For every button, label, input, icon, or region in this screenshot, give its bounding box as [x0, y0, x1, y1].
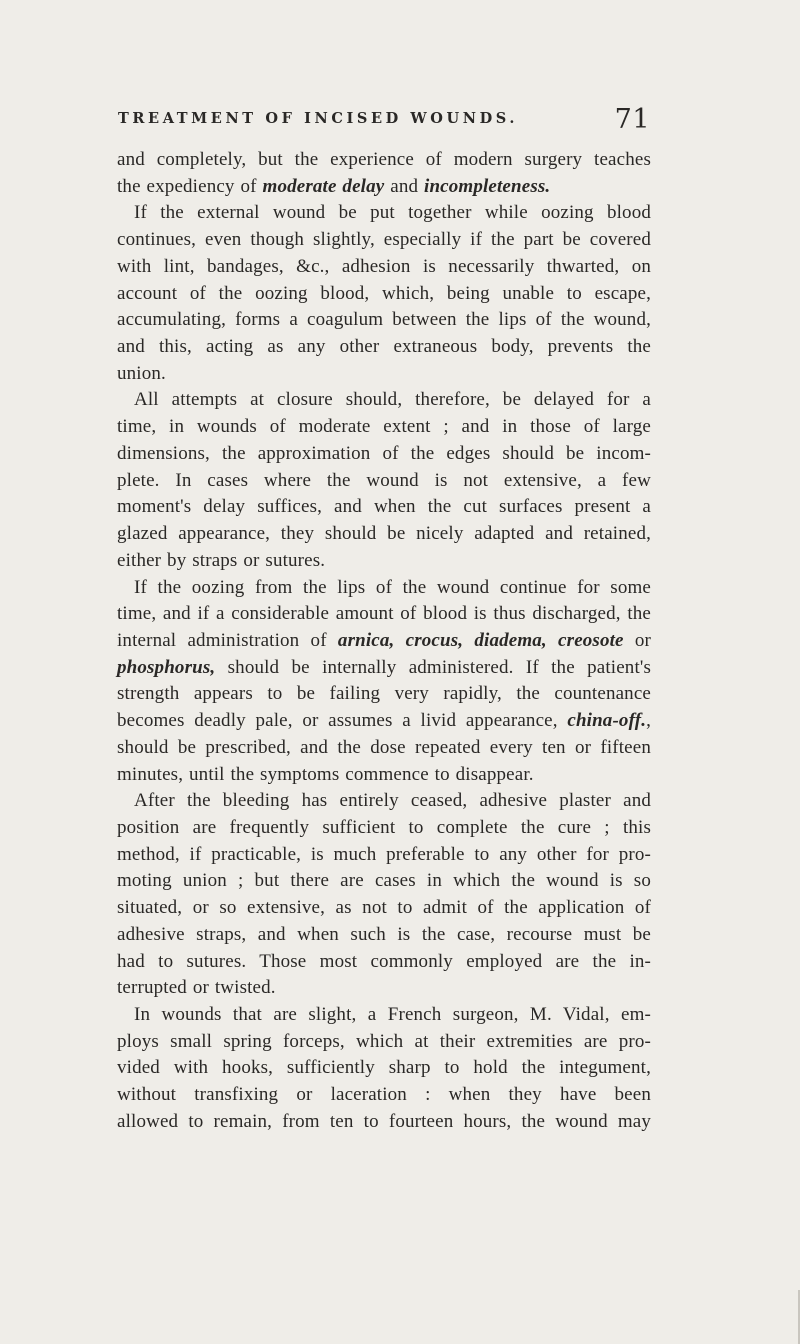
text-line: [117, 548, 651, 575]
text-run: union.: [117, 362, 166, 384]
text-line: [117, 281, 651, 308]
text-line: [117, 147, 651, 174]
text-line: [117, 1002, 651, 1029]
text-run: In wounds that are slight, a French surgeon, M. Vidal, em-: [134, 1004, 651, 1025]
text-line: [117, 468, 651, 495]
text-run: the expediency of: [117, 175, 263, 197]
text-line: [117, 575, 651, 602]
text-line: [117, 334, 651, 361]
running-head: [118, 104, 650, 134]
text-line: [117, 441, 651, 468]
text-run: moting union ; but there are cases in which the wound is so: [117, 870, 651, 892]
page-number: 71: [614, 104, 650, 135]
text-run: account of the oozing blood, which, being unable to escape,: [117, 282, 651, 304]
text-line: [117, 975, 651, 1002]
text-run: and completely, but the experience of modern surgery teaches: [117, 149, 651, 170]
text-run: internal administration of: [117, 629, 338, 651]
text-line: [117, 387, 651, 414]
text-run: terrupted or twisted.: [117, 977, 276, 999]
italic-text: phosphorus,: [117, 656, 216, 678]
text-line: [117, 628, 651, 655]
text-run: accumulating, forms a coagulum between the lips of the wound,: [117, 309, 651, 331]
text-line: [117, 200, 651, 227]
text-run: ,: [646, 710, 651, 732]
text-run: time, and if a considerable amount of blood is thus discharged, the: [117, 603, 651, 625]
text-run: becomes deadly pale, or assumes a livid appearance,: [117, 710, 568, 732]
text-line: [117, 601, 651, 628]
text-line: [117, 949, 651, 976]
text-line: [117, 655, 651, 682]
text-run: vided with hooks, sufficiently sharp to hold the integument,: [117, 1057, 651, 1079]
text-run: should be internally administered. If the patient's: [215, 656, 651, 678]
text-run: should be prescribed, and the dose repeated every ten or fifteen: [117, 736, 651, 758]
text-run: had to sutures. Those most commonly employed are the in-: [117, 950, 651, 972]
text-run: moment's delay suffices, and when the cut surfaces present a: [117, 496, 651, 518]
text-line: [117, 681, 651, 708]
text-line: [117, 494, 651, 521]
text-line: [117, 361, 651, 388]
text-run: glazed appearance, they should be nicely adapted and retained,: [117, 523, 651, 545]
text-run: After the bleeding has entirely ceased, adhesive plaster and: [134, 790, 651, 812]
text-run: If the external wound be put together while oozing blood: [134, 202, 651, 224]
text-line: [117, 227, 651, 254]
text-line: [117, 521, 651, 548]
text-line: [117, 708, 651, 735]
text-line: [117, 922, 651, 949]
text-line: [117, 788, 651, 815]
text-run: adhesive straps, and when such is the case, recourse must be: [117, 923, 651, 945]
text-line: [117, 1082, 651, 1109]
text-line: [117, 174, 651, 201]
text-line: [117, 414, 651, 441]
text-run: situated, or so extensive, as not to admit of the application of: [117, 897, 651, 919]
text-line: [117, 842, 651, 869]
text-run: time, in wounds of moderate extent ; and in those of large: [117, 416, 651, 438]
text-line: [117, 815, 651, 842]
text-run: position are frequently sufficient to complete the cure ; this: [117, 816, 651, 838]
text-run: continues, even though slightly, especially if the part be covered: [117, 229, 651, 251]
text-run: dimensions, the approximation of the edges should be incom-: [117, 442, 651, 464]
text-line: [117, 868, 651, 895]
text-run: All attempts at closure should, therefore, be delayed for a: [134, 389, 651, 411]
text-run: If the oozing from the lips of the wound continue for some: [134, 576, 651, 598]
text-run: with lint, bandages, &c., adhesion is necessarily thwarted, on: [117, 255, 651, 277]
text-run: either by straps or sutures.: [117, 549, 326, 571]
italic-text: incompleteness.: [424, 175, 551, 197]
italic-text: arnica, crocus, diadema, creosote: [337, 629, 624, 651]
text-line: [117, 1109, 651, 1136]
text-run: without transfixing or laceration : when they have been: [117, 1084, 651, 1106]
text-run: or: [623, 629, 652, 651]
text-line: [117, 307, 651, 334]
text-run: allowed to remain, from ten to fourteen hours, the wound may: [117, 1110, 651, 1132]
text-line: [117, 1055, 651, 1082]
text-run: and: [384, 175, 425, 197]
body-text: [117, 147, 651, 1136]
text-line: [117, 1029, 651, 1056]
text-line: [117, 762, 651, 789]
text-line: [117, 735, 651, 762]
text-run: and this, acting as any other extraneous body, prevents the: [117, 336, 651, 358]
text-run: method, if practicable, is much preferable to any other for pro-: [117, 843, 651, 865]
text-run: plete. In cases where the wound is not extensive, a few: [117, 469, 651, 491]
text-line: [117, 254, 651, 281]
running-title: TREATMENT OF INCISED WOUNDS.: [118, 110, 519, 127]
text-run: ploys small spring forceps, which at their extremities are pro-: [117, 1030, 651, 1052]
italic-text: moderate delay: [262, 175, 385, 197]
text-run: minutes, until the symptoms commence to disappear.: [117, 763, 534, 785]
italic-text: china-off.: [567, 710, 647, 732]
text-run: strength appears to be failing very rapidly, the countenance: [117, 683, 651, 705]
text-line: [117, 895, 651, 922]
